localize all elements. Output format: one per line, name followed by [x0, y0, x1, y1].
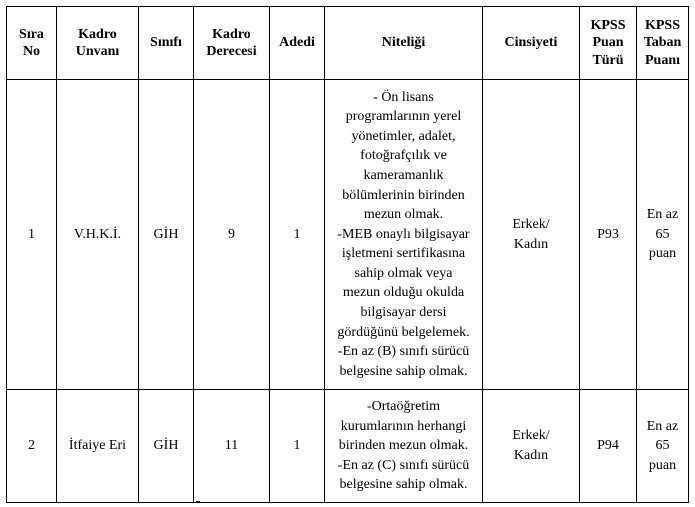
table-row	[7, 80, 689, 390]
cell-cinsiyet: Erkek/ Kadın	[483, 390, 580, 503]
cell-sira: 2	[7, 390, 57, 503]
cell-adet: 1	[270, 80, 325, 390]
header-sira-no: Sıra No	[7, 7, 57, 80]
cell-nitelik: - Ön lisans programlarının yerel yönetimler, adalet, fotoğrafçılık ve kameramanlık bölümlerinin birinden mezun olmak. -MEB onaylı bilgisayar işletmeni sertifikasına sahip olmak veya mezun olduğu okulda bilgisayar dersi gördüğünü belgelemek. -En az (B) sınıfı sürücü belgesine sahip olmak.	[325, 80, 483, 390]
cell-adet: 1	[270, 390, 325, 503]
header-niteligi: Niteliği	[325, 7, 483, 80]
cell-sinif: GİH	[139, 390, 194, 503]
cell-taban-puan: En az 65 puan	[637, 390, 689, 503]
header-kadro-unvani: Kadro Unvanı	[57, 7, 139, 80]
header-adedi: Adedi	[270, 7, 325, 80]
cell-nitelik: -Ortaöğretim kurumlarının herhangi birinden mezun olmak. -En az (C) sınıfı sürücü belgesine sahip olmak.	[325, 390, 483, 503]
header-kpss-puan-turu: KPSS Puan Türü	[580, 7, 637, 80]
cell-cinsiyet: Erkek/ Kadın	[483, 80, 580, 390]
header-sinifi: Sınıfı	[139, 7, 194, 80]
cell-derece: 11	[194, 390, 270, 503]
cell-puan-turu: P94	[580, 390, 637, 503]
cell-sira: 1	[7, 80, 57, 390]
cell-sinif: GİH	[139, 80, 194, 390]
cell-unvan: İtfaiye Eri	[57, 390, 139, 503]
cell-taban-puan: En az 65 puan	[637, 80, 689, 390]
cell-unvan: V.H.K.İ.	[57, 80, 139, 390]
staff-positions-table	[6, 6, 689, 503]
header-kpss-taban-puani: KPSS Taban Puanı	[637, 7, 689, 80]
header-cinsiyeti: Cinsiyeti	[483, 7, 580, 80]
table-row	[7, 390, 689, 503]
header-kadro-derecesi: Kadro Derecesi	[194, 7, 270, 80]
cropped-text-fragment	[196, 501, 200, 503]
cell-puan-turu: P93	[580, 80, 637, 390]
cell-derece: 9	[194, 80, 270, 390]
table-header-row	[7, 7, 689, 80]
